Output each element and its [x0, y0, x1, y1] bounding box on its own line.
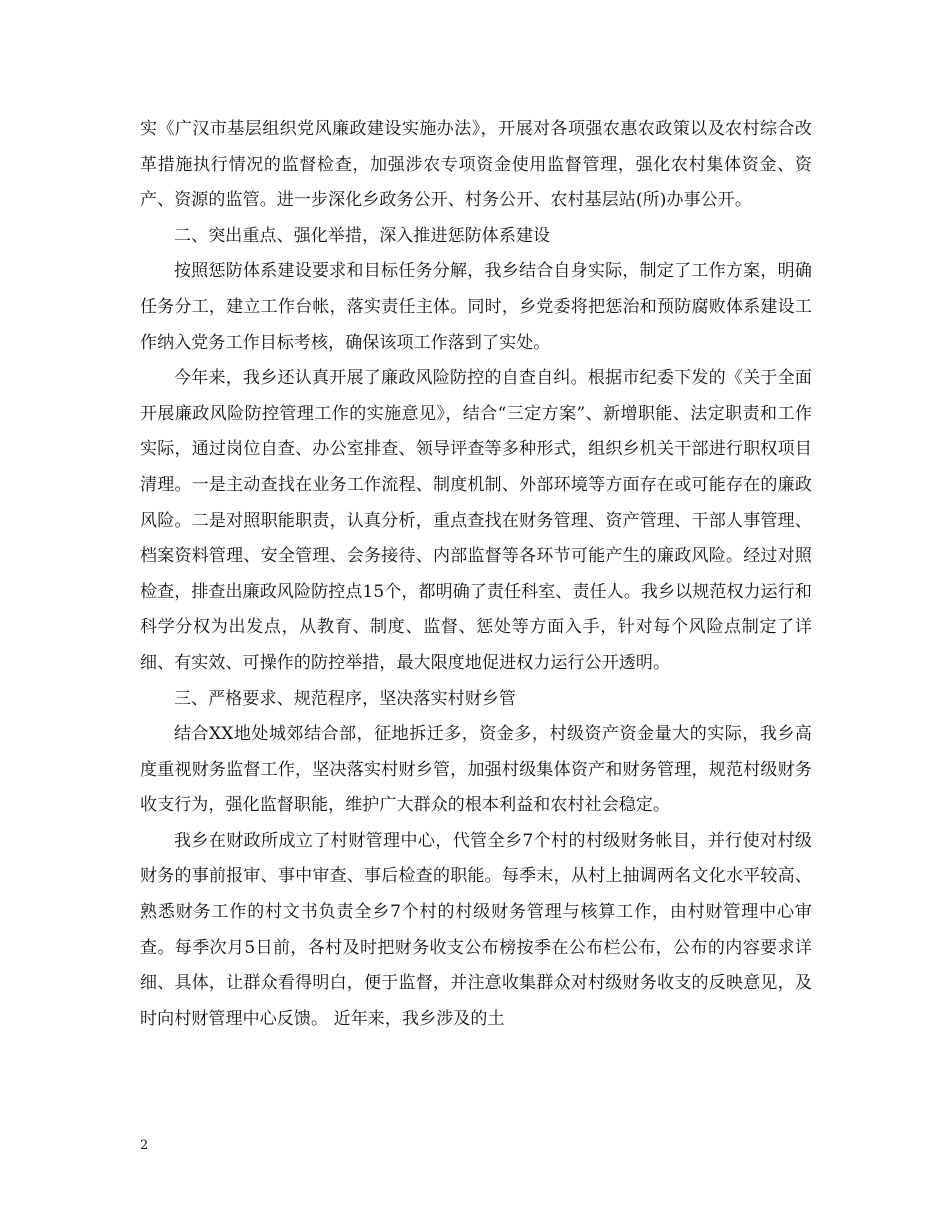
page-number: 2	[140, 1138, 149, 1153]
section-heading-2: 二、突出重点、强化举措，深入推进惩防体系建设	[174, 225, 551, 246]
paragraph-3: 按照惩防体系建设要求和目标任务分解，我乡结合自身实际，制定了工作方案，明确任务分工，建立工作台帐，落实责任主体。同时，乡党委将把惩治和预防腐败体系建设工作纳入党务工作目标考核，确保该项工作落到了实处。	[140, 261, 812, 353]
section-heading-5: 三、严格要求、规范程序，坚决落实村财乡管	[174, 688, 516, 709]
paragraph-7: 我乡在财政所成立了村财管理中心，代管全乡7个村的村级财务帐目，并行使对村级财务的事前报审、事中审查、事后检查的职能。每季末，从村上抽调两名文化水平较高、熟悉财务工作的村文书负责全乡7个村的村级财务管理与核算工作，由村财管理中心审查。每季次月5日前，各村及时把财务收支公布榜按季在公布栏公布，公布的内容要求详细、具体，让群众看得明白，便于监督，并注意收集群众对村级财务收支的反映意见，及时向村财管理中心反馈。 近年来，我乡涉及的土	[140, 830, 812, 1029]
paragraph-1: 实《广汉市基层组织党风廉政建设实施办法》，开展对各项强农惠农政策以及农村综合改革措施执行情况的监督检查，加强涉农专项资金使用监督管理，强化农村集体资金、资产、资源的监管。进一步深化乡政务公开、村务公开、农村基层站(所)办事公开。	[140, 119, 812, 211]
paragraph-4: 今年来，我乡还认真开展了廉政风险防控的自查自纠。根据市纪委下发的《关于全面开展廉政风险防控管理工作的实施意见》，结合“三定方案”、新增职能、法定职责和工作实际，通过岗位自查、办公室排查、领导评查等多种形式，组织乡机关干部进行职权项目清理。一是主动查找在业务工作流程、制度机制、外部环境等方面存在或可能存在的廉政风险。二是对照职能职责，认真分析，重点查找在财务管理、资产管理、干部人事管理、档案资料管理、安全管理、会务接待、内部监督等各环节可能产生的廉政风险。经过对照检查，排查出廉政风险防控点15个，都明确了责任科室、责任人。我乡以规范权力运行和科学分权为出发点，从教育、制度、监督、惩处等方面入手，针对每个风险点制定了详细、有实效、可操作的防控举措，最大限度地促进权力运行公开透明。	[140, 368, 812, 673]
paragraph-6: 结合XX地处城郊结合部，征地拆迁多，资金多，村级资产资金量大的实际，我乡高度重视财务监督工作，坚决落实村财乡管，加强村级集体资产和财务管理，规范村级财务收支行为，强化监督职能，维护广大群众的根本利益和农村社会稳定。	[140, 724, 812, 816]
document-body	[140, 112, 812, 1037]
